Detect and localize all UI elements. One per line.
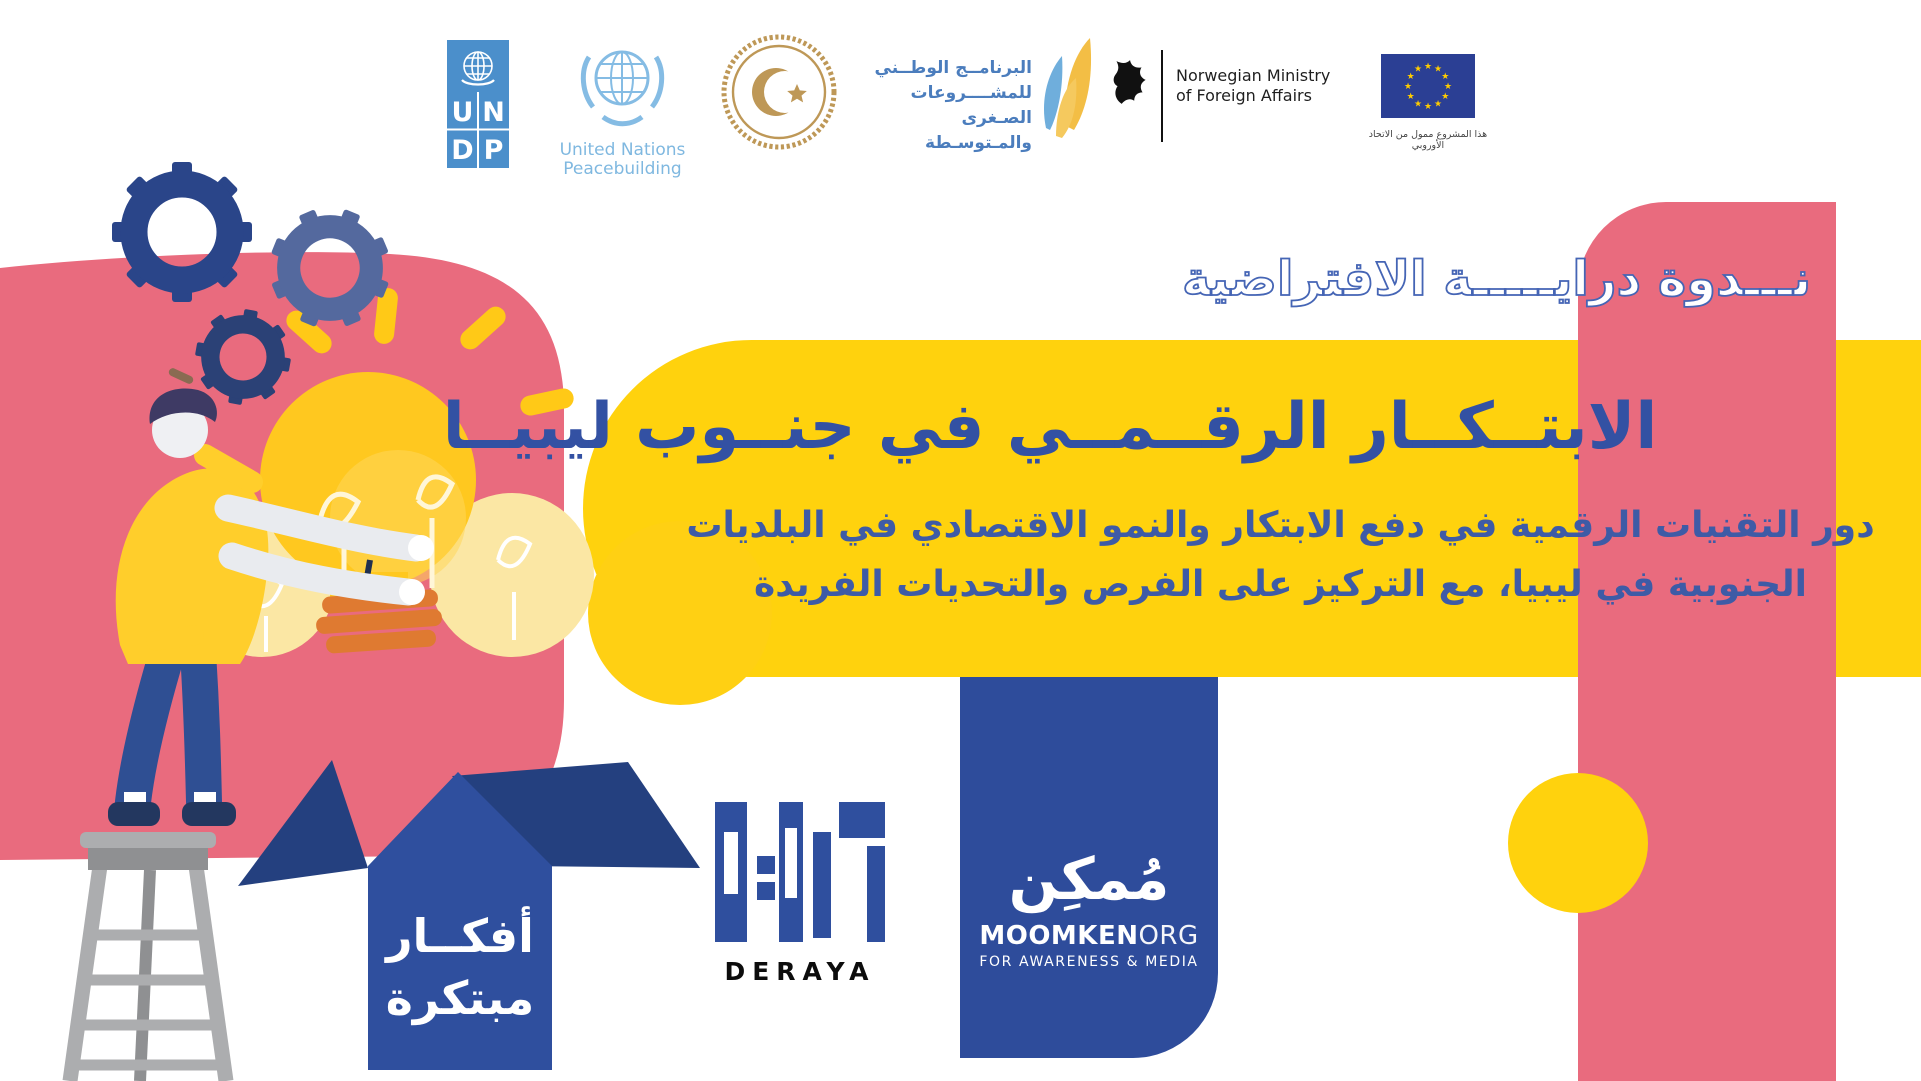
undp-letter: N [482, 97, 505, 128]
yellow-circle [1508, 773, 1648, 913]
norway-divider [1161, 50, 1163, 142]
moomken-card [960, 677, 1218, 1058]
deraya-wordmark: DERAYA [724, 957, 876, 986]
sme-program-line2: للمشــــروعات [910, 83, 1032, 103]
moomken-wordmark-light: ORG [1138, 921, 1199, 951]
undp-letter: P [483, 135, 504, 166]
moomken-wordmark-bold: MOOMKEN [979, 921, 1139, 951]
pink-vertical-band [1578, 202, 1836, 1081]
poster-subtitle [640, 496, 1921, 614]
eu-star-icon: ★ [1403, 82, 1413, 92]
box-label-line-1: أفكــار [386, 909, 534, 963]
sme-program-line3: الصـغرى والمـتوسـطة [925, 108, 1032, 153]
eu-flag-icon [1381, 54, 1475, 118]
sme-feather-icon [1036, 36, 1100, 152]
ladder-icon [70, 832, 229, 1081]
event-type-label: نـــدوة درايـــــة الافتراضية [1181, 251, 1811, 307]
moomken-tagline: FOR AWARENESS & MEDIA [979, 954, 1199, 970]
gear-large-icon [112, 162, 252, 302]
eu-star-icon: ★ [1406, 92, 1415, 102]
moomken-arabic-mark: مُمكِن [1008, 845, 1170, 913]
eu-star-icon: ★ [1413, 99, 1423, 110]
undp-letter: U [451, 97, 474, 128]
norway-line1: Norwegian Ministry [1176, 66, 1331, 85]
norway-lion-icon [1108, 58, 1150, 108]
deraya-kufic-mark-icon [715, 798, 885, 943]
un-peacebuilding-line2: Peacebuilding [563, 159, 682, 179]
eu-star-icon: ★ [1433, 99, 1443, 110]
moomken-wordmark [979, 921, 1198, 951]
subtitle-line-1: دور التقنيات الرقمية في دفع الابتكار والنمو الاقتصادي في البلديات [686, 505, 1875, 546]
box-label-line-2: مبتكرة [385, 971, 535, 1025]
eu-star-icon: ★ [1441, 72, 1450, 82]
sme-program-label [860, 56, 1032, 156]
eu-star-icon: ★ [1443, 82, 1453, 92]
undp-letter: D [451, 135, 474, 166]
subtitle-line-2: الجنوبية في ليبيا، مع التركيز على الفرص والتحديات الفريدة [754, 564, 1807, 605]
eu-star-icon: ★ [1441, 92, 1450, 102]
norway-line2: of Foreign Affairs [1176, 86, 1312, 105]
eu-star-icon: ★ [1423, 102, 1433, 112]
eu-star-icon: ★ [1406, 72, 1415, 82]
poster-title: الابتــكــار الرقــمــي في جنــوب ليبيــا [442, 390, 1658, 464]
eu-star-icon: ★ [1413, 64, 1423, 75]
sme-program-line1: البرنامــج الوطــني [874, 58, 1032, 78]
deraya-logo [705, 798, 895, 986]
eu-star-icon: ★ [1433, 64, 1443, 75]
un-peacebuilding-line1: United Nations [559, 140, 686, 160]
eu-funding-caption: هذا المشروع ممول من الاتحاد الأوروبي [1368, 129, 1488, 151]
norway-ministry-label [1176, 66, 1330, 106]
eu-star-icon: ★ [1423, 62, 1433, 72]
ideas-box [238, 760, 700, 1070]
